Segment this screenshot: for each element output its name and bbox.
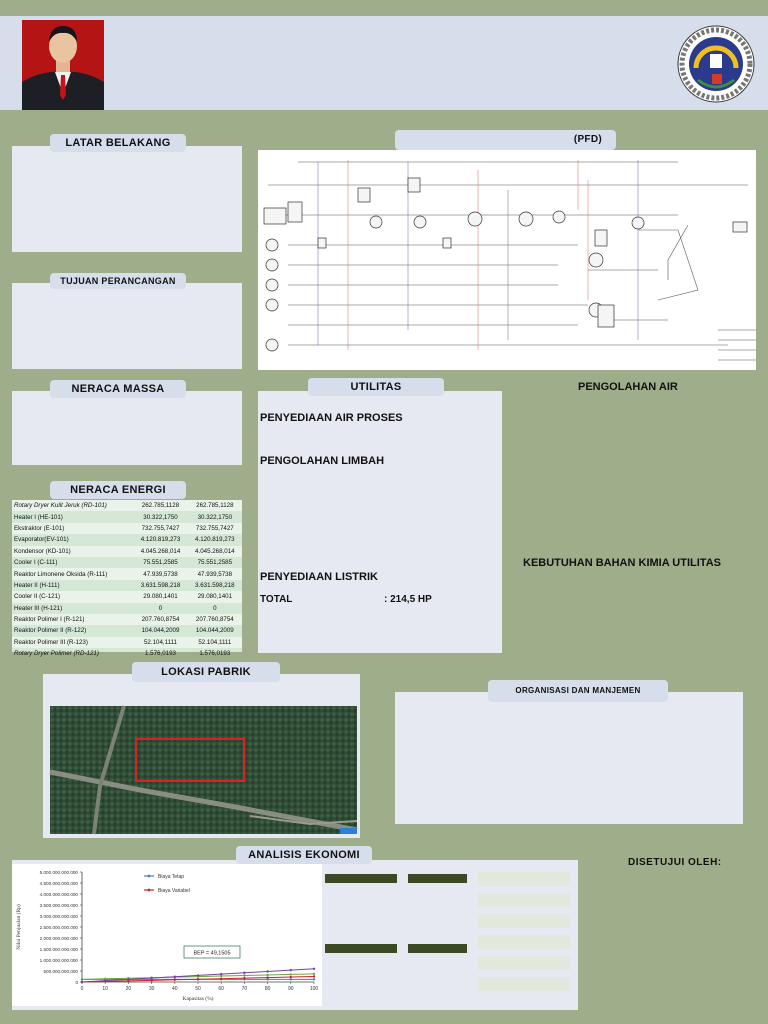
row-out: 1.576,0193	[199, 650, 231, 658]
table-row	[12, 500, 242, 511]
y-tick-label: 5.000.000.000.000	[39, 870, 78, 875]
row-name: Reaktor Polimer III (R-123)	[12, 637, 133, 648]
row-in: 1.576,0193	[145, 650, 176, 658]
neraca-energi-heading: NERACA ENERGI	[50, 481, 186, 499]
table-row	[12, 637, 242, 648]
data-point	[174, 979, 176, 981]
satellite-map	[50, 706, 357, 834]
data-point	[290, 976, 292, 978]
row-out: 0	[213, 604, 217, 612]
table-row	[12, 591, 242, 602]
row-out: 47.939,5738	[188, 568, 242, 579]
row-out: 207.760,8754	[188, 614, 242, 625]
total-label: TOTAL	[260, 594, 293, 605]
row-in: 4.120.819,273	[140, 536, 181, 544]
data-point	[313, 975, 315, 977]
data-point	[266, 976, 268, 978]
utilitas-panel	[258, 391, 502, 653]
table-row	[12, 648, 242, 659]
legend-marker	[148, 875, 151, 878]
x-tick-label: 10	[102, 986, 108, 992]
y-tick-label: 1.000.000.000.000	[39, 958, 78, 963]
disetujui-label: DISETUJUI OLEH:	[628, 857, 722, 868]
penyediaan-air-proses-label: PENYEDIAAN AIR PROSES	[260, 412, 403, 424]
data-point	[313, 978, 315, 980]
data-point	[127, 978, 129, 980]
data-point	[243, 972, 245, 974]
data-point	[290, 973, 292, 975]
row-name: Kondensor (KD-101)	[12, 546, 133, 557]
y-tick-label: 4.500.000.000.000	[39, 881, 78, 886]
row-in: 75.551,2585	[143, 559, 178, 567]
bep-annotation: BEP = 49,1505	[193, 950, 231, 957]
table-row	[12, 511, 242, 522]
data-point	[197, 974, 199, 976]
x-tick-label: 0	[80, 986, 84, 992]
author-photo	[22, 20, 104, 110]
data-point	[150, 979, 152, 981]
y-tick-label: 3.000.000.000.000	[39, 914, 78, 919]
dark-label-bar	[325, 944, 397, 953]
data-point	[220, 973, 222, 975]
pengolahan-air-heading: PENGOLAHAN AIR	[578, 381, 678, 393]
y-axis-label: Nilai Penjualan (Rp)	[16, 904, 22, 950]
process-flow-diagram	[258, 150, 756, 370]
table-row	[12, 603, 242, 614]
y-tick-label: 3.500.000.000.000	[39, 903, 78, 908]
table-row	[12, 546, 242, 557]
row-in: 30.322,1750	[143, 513, 178, 521]
row-name: Cooler I (C-111)	[14, 559, 58, 567]
lokasi-heading: LOKASI PABRIK	[132, 662, 280, 682]
row-out: 29.080,1401	[188, 591, 242, 602]
row-out: 4.120.819,273	[195, 536, 235, 544]
data-point	[197, 978, 199, 980]
row-in: 4.045.268,014	[133, 546, 187, 557]
kebutuhan-bahan-kimia-heading: KEBUTUHAN BAHAN KIMIA UTILITAS	[523, 557, 721, 569]
dark-label-bar	[408, 944, 467, 953]
value-box	[478, 914, 570, 928]
y-tick-label: 0	[75, 980, 78, 985]
analisis-heading: ANALISIS EKONOMI	[236, 846, 372, 864]
tujuan-panel	[12, 283, 242, 369]
y-tick-label: 500.000.000.000	[43, 969, 78, 974]
row-out: 262.785,1128	[188, 500, 242, 511]
row-name: Cooler II (C-121)	[12, 591, 133, 602]
data-point	[243, 974, 245, 976]
row-out: 3.631.598,218	[195, 581, 235, 589]
data-point	[313, 973, 315, 975]
legend-marker	[148, 889, 151, 892]
table-row	[12, 614, 242, 625]
row-in: 207.760,8754	[133, 614, 187, 625]
value-box	[478, 956, 570, 970]
y-tick-label: 4.000.000.000.000	[39, 892, 78, 897]
y-tick-label: 2.500.000.000.000	[39, 925, 78, 930]
data-point	[290, 969, 292, 971]
data-point	[290, 978, 292, 980]
tujuan-heading: TUJUAN PERANCANGAN	[50, 273, 186, 289]
x-tick-label: 20	[125, 986, 132, 992]
value-box	[478, 893, 570, 907]
value-box	[478, 977, 570, 991]
x-tick-label: 70	[241, 986, 248, 992]
bep-chart	[12, 864, 322, 1006]
data-point	[266, 974, 268, 976]
data-point	[243, 977, 245, 979]
utilitas-heading: UTILITAS	[308, 378, 444, 396]
row-out: 732.755,7427	[188, 523, 242, 534]
row-name: Ekstraktor (E-101)	[12, 523, 133, 534]
data-point	[266, 970, 268, 972]
row-name: Reaktor Polimer II (R-122)	[14, 627, 87, 635]
neraca-massa-heading: NERACA MASSA	[50, 380, 186, 398]
table-row	[12, 580, 242, 591]
table-row	[12, 523, 242, 534]
row-name: Heater III (H-121)	[14, 604, 63, 612]
latar-belakang-heading: LATAR BELAKANG	[50, 134, 186, 152]
row-in: 3.631.598,218	[140, 581, 181, 589]
table-row	[12, 534, 242, 545]
value-box	[478, 935, 570, 949]
row-in: 104.044,2009	[141, 627, 180, 635]
total-value: : 214,5 HP	[384, 594, 432, 605]
table-row	[12, 625, 242, 636]
row-out: 75.551,2585	[197, 559, 233, 567]
x-tick-label: 90	[288, 986, 294, 992]
row-name: Heater II (H-111)	[14, 581, 60, 589]
x-tick-label: 100	[309, 986, 319, 992]
latar-belakang-panel	[12, 146, 242, 252]
table-row	[12, 568, 242, 579]
row-in: 262.785,1128	[133, 500, 187, 511]
data-point	[81, 978, 83, 980]
university-logo	[676, 24, 756, 104]
data-point	[104, 979, 106, 981]
pengolahan-limbah-label: PENGOLAHAN LIMBAH	[260, 455, 385, 467]
penyediaan-listrik-label: PENYEDIAAN LISTRIK	[260, 571, 378, 583]
row-name: Reaktor Limonene Oksida (R-111)	[12, 568, 133, 579]
data-point	[313, 968, 315, 970]
row-in: 0	[158, 604, 163, 612]
table-row	[12, 557, 242, 568]
x-tick-label: 80	[264, 986, 271, 992]
data-point	[150, 977, 152, 979]
dark-label-bar	[325, 874, 397, 883]
dark-label-bar	[408, 874, 467, 883]
y-tick-label: 1.500.000.000.000	[39, 947, 78, 952]
row-out: 52.104,1111	[188, 637, 242, 648]
organisasi-heading: ORGANISASI DAN MANJEMEN	[488, 680, 668, 702]
organisasi-panel	[395, 692, 743, 824]
row-name: Heater I (HE-101)	[14, 513, 63, 521]
data-point	[220, 978, 222, 980]
neraca-massa-panel	[12, 391, 242, 465]
energy-balance-table	[12, 500, 242, 658]
data-point	[174, 976, 176, 978]
legend-label: Biaya Variabel	[158, 888, 190, 894]
row-out: 30.322,1750	[197, 513, 233, 521]
legend-label: Biaya Tetap	[158, 874, 185, 880]
value-box	[478, 872, 570, 886]
x-tick-label: 40	[172, 986, 178, 992]
x-axis-label: Kapasitas (%)	[182, 996, 214, 1002]
row-out: 104.044,2009	[195, 627, 234, 635]
row-in: 29.080,1401	[133, 591, 187, 602]
row-name: Reaktor Polimer I (R-121)	[12, 614, 133, 625]
x-tick-label: 60	[218, 986, 224, 992]
row-in: 732.755,7427	[133, 523, 187, 534]
row-in: 52.104,1111	[133, 637, 187, 648]
row-in: 47.939,5738	[133, 568, 187, 579]
row-name: Rotary Dryer Kulit Jeruk (RD-101)	[12, 500, 133, 511]
header-banner	[0, 16, 768, 110]
data-point	[81, 981, 83, 983]
y-tick-label: 2.000.000.000.000	[39, 936, 78, 941]
row-name: Evaporator(EV-101)	[14, 536, 69, 544]
pfd-heading: (PFD)	[395, 130, 616, 150]
row-name: Rotary Dryer Polimer (RD-121)	[14, 650, 99, 658]
x-tick-label: 30	[148, 986, 155, 992]
x-tick-label: 50	[195, 986, 201, 992]
row-out: 4.045.268,014	[188, 546, 242, 557]
